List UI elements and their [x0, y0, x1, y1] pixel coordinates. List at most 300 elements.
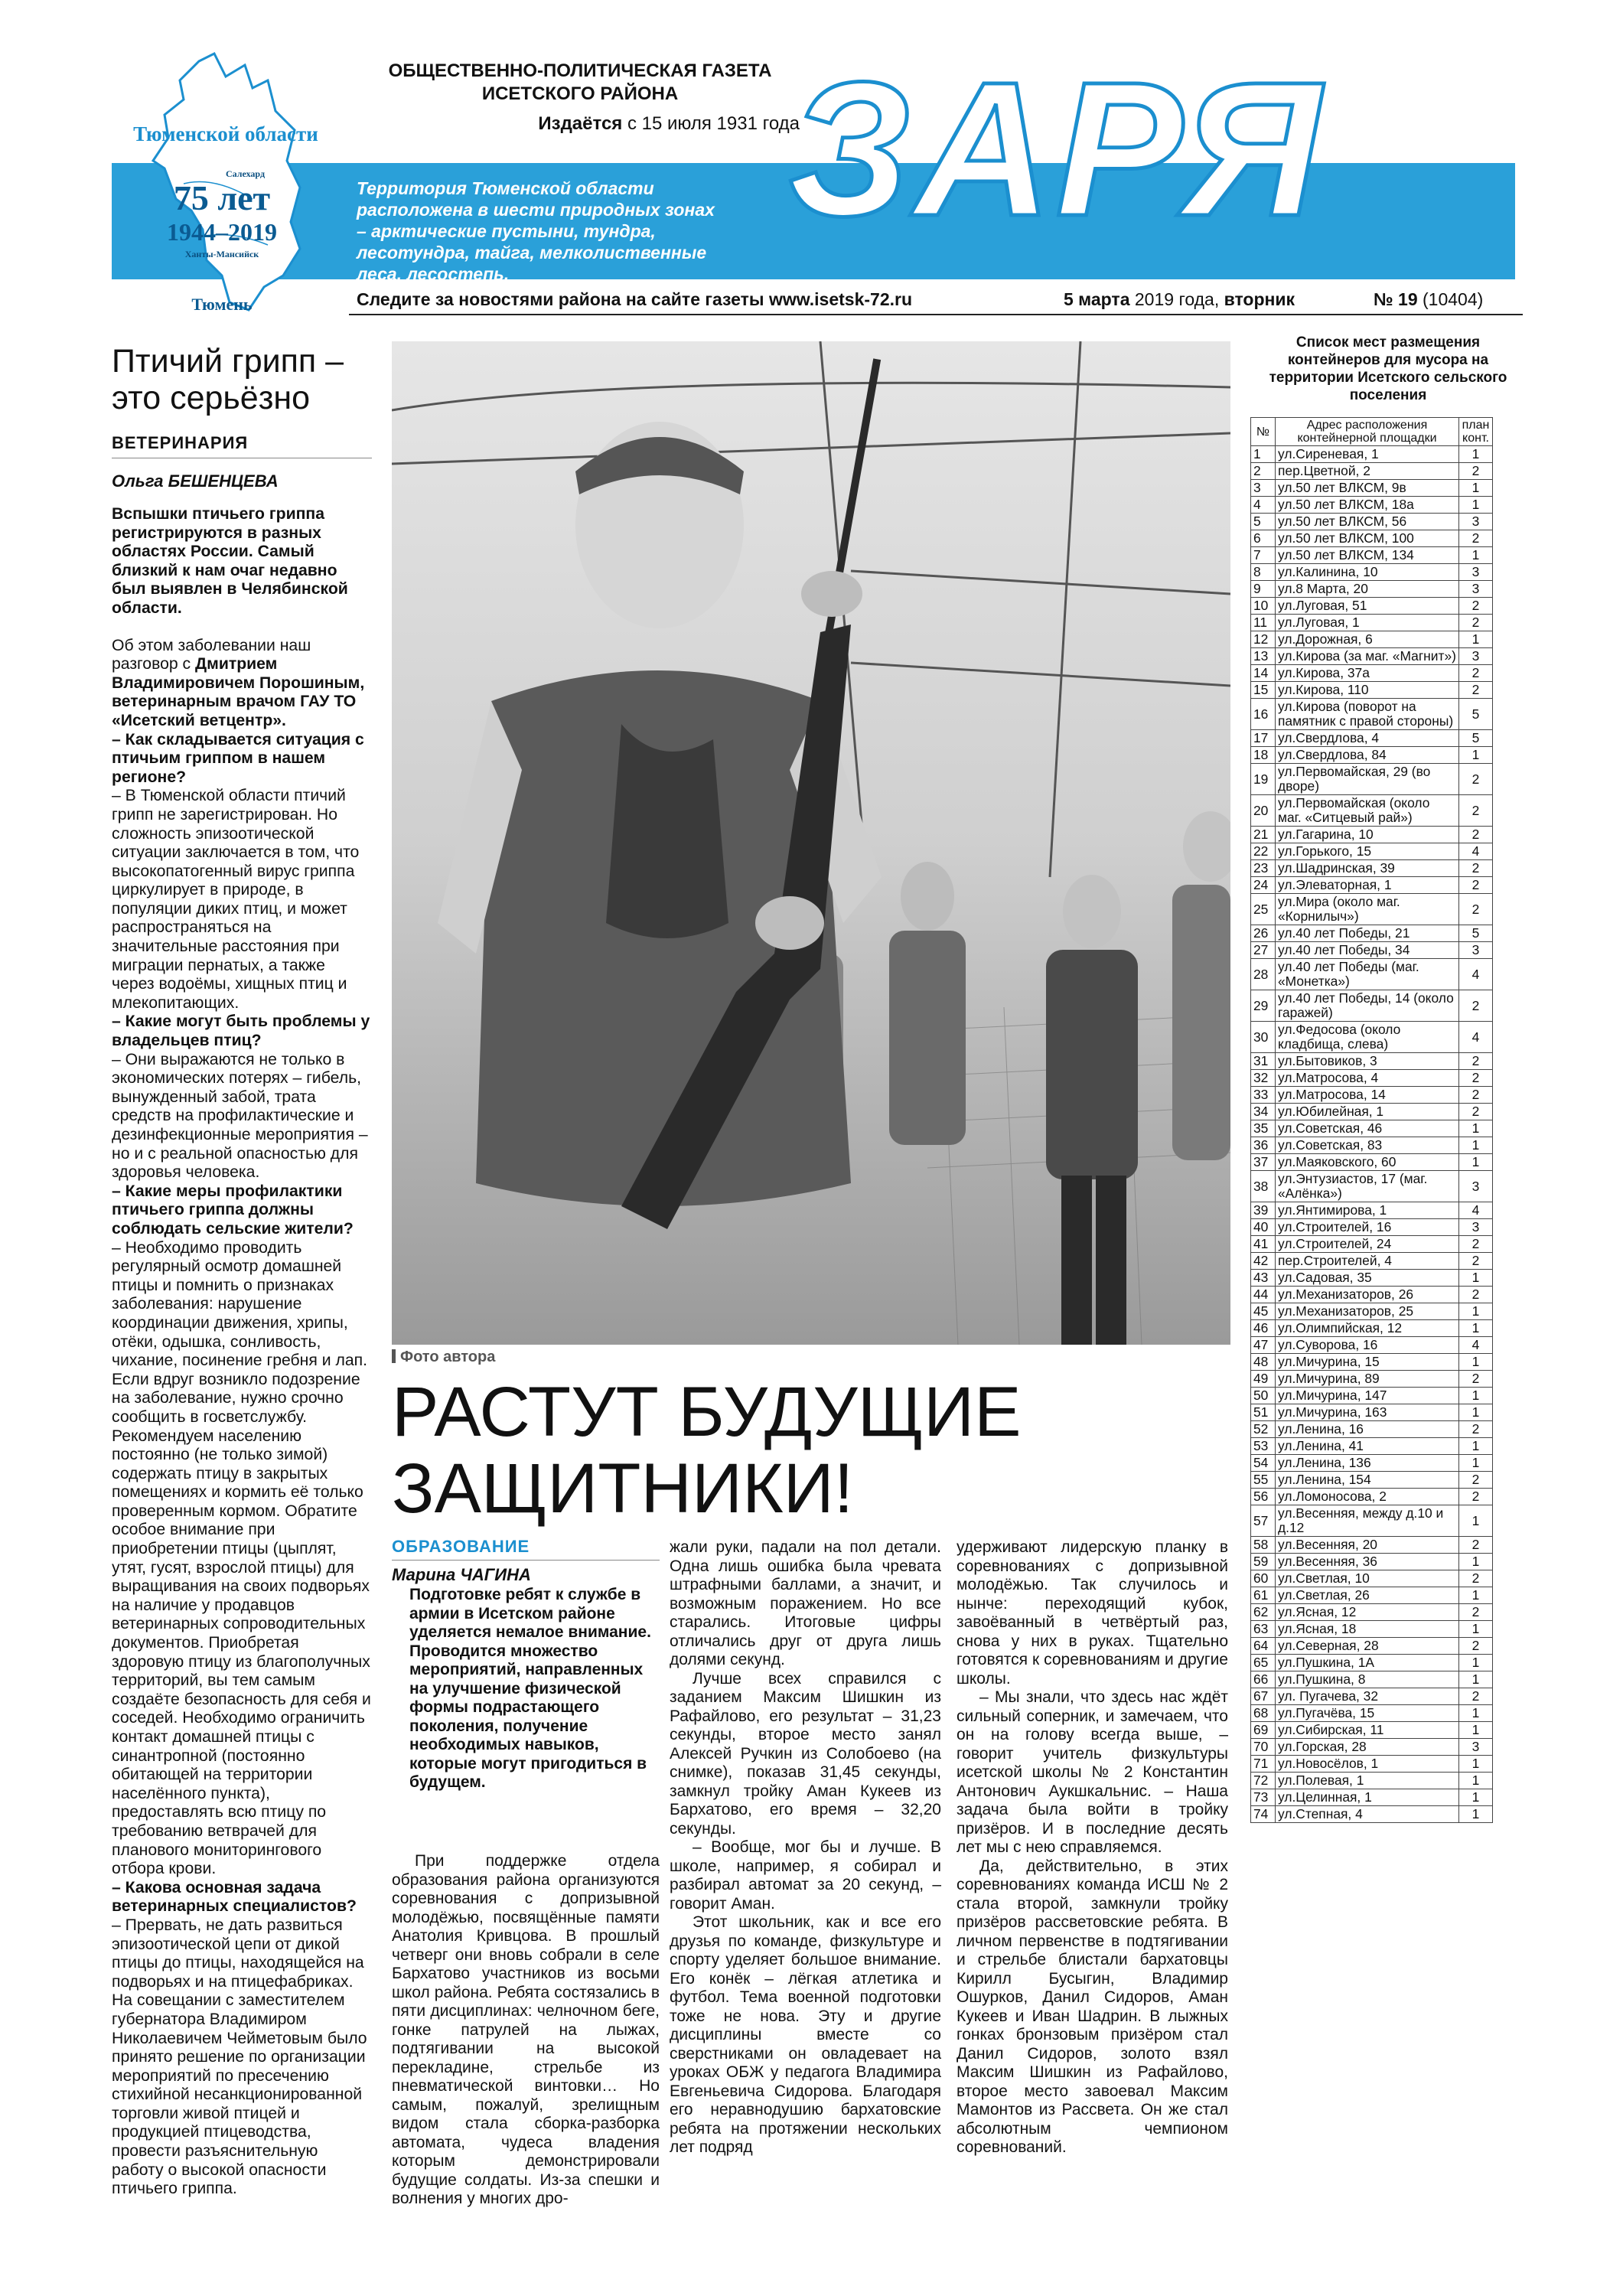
table-row	[1251, 665, 1493, 682]
row-plan: 1	[1459, 1320, 1493, 1337]
row-number: 55	[1251, 1472, 1276, 1489]
left-article-body	[112, 505, 372, 2199]
row-plan: 4	[1459, 959, 1493, 990]
left-article-lead: Вспышки птичьего гриппа регистрируются в разных областях России. Самый близкий к нам очаг недавно был выявлен в Челябинской области.	[112, 505, 348, 617]
row-plan: 2	[1459, 1104, 1493, 1120]
table-row	[1251, 1388, 1493, 1404]
row-address: ул.Светлая, 26	[1276, 1587, 1459, 1604]
row-number: 1	[1251, 446, 1276, 463]
table-row	[1251, 497, 1493, 514]
row-number: 16	[1251, 699, 1276, 730]
row-number: 56	[1251, 1489, 1276, 1505]
row-plan: 5	[1459, 925, 1493, 942]
row-address: ул.Бытовиков, 3	[1276, 1053, 1459, 1070]
row-plan: 2	[1459, 1688, 1493, 1705]
row-plan: 1	[1459, 1655, 1493, 1671]
question-3: – Какие меры профилактики птичьего гриппа должны соблюдать сельские жители?	[112, 1182, 354, 1238]
credit-bar-icon	[392, 1349, 396, 1363]
row-address: ул.40 лет Победы, 14 (около гаражей)	[1276, 990, 1459, 1022]
row-address: ул.50 лет ВЛКСМ, 56	[1276, 514, 1459, 530]
row-plan: 1	[1459, 497, 1493, 514]
row-number: 13	[1251, 648, 1276, 665]
row-address: ул.Механизаторов, 25	[1276, 1303, 1459, 1320]
row-address: ул.Сиреневая, 1	[1276, 446, 1459, 463]
table-row	[1251, 1120, 1493, 1137]
row-address: ул. Пугачева, 32	[1276, 1688, 1459, 1705]
main-article-title	[392, 1374, 1234, 1527]
main-article-col-3	[957, 1538, 1228, 2157]
row-address: пер.Цветной, 2	[1276, 463, 1459, 480]
row-number: 43	[1251, 1270, 1276, 1287]
table-row	[1251, 581, 1493, 598]
row-number: 4	[1251, 497, 1276, 514]
row-number: 53	[1251, 1438, 1276, 1455]
table-row	[1251, 1604, 1493, 1621]
table-row	[1251, 1489, 1493, 1505]
row-plan: 2	[1459, 1053, 1493, 1070]
logo-region: Тюменской области	[133, 122, 318, 145]
row-address: ул.50 лет ВЛКСМ, 134	[1276, 547, 1459, 564]
table-row	[1251, 860, 1493, 877]
row-address: ул.Первомайская, 29 (во дворе)	[1276, 764, 1459, 795]
row-number: 61	[1251, 1587, 1276, 1604]
row-address: ул.Ленина, 16	[1276, 1421, 1459, 1438]
row-address: ул.Кирова, 37а	[1276, 665, 1459, 682]
row-address: ул.Свердлова, 4	[1276, 730, 1459, 747]
row-plan: 2	[1459, 530, 1493, 547]
row-plan: 2	[1459, 877, 1493, 894]
row-plan: 1	[1459, 1587, 1493, 1604]
row-address: ул.40 лет Победы, 21	[1276, 925, 1459, 942]
left-article-author: Ольга БЕШЕНЦЕВА	[112, 471, 279, 491]
row-address: ул.Строителей, 24	[1276, 1236, 1459, 1253]
row-number: 41	[1251, 1236, 1276, 1253]
row-address: ул.Кирова (за маг. «Магнит»)	[1276, 648, 1459, 665]
row-plan: 2	[1459, 1638, 1493, 1655]
row-number: 47	[1251, 1337, 1276, 1354]
table-row	[1251, 1739, 1493, 1756]
row-plan: 2	[1459, 990, 1493, 1022]
row-number: 23	[1251, 860, 1276, 877]
row-plan: 2	[1459, 463, 1493, 480]
masthead-rule	[349, 314, 1523, 315]
row-address: ул.Пушкина, 1А	[1276, 1655, 1459, 1671]
main-article-lead: Подготовке ребят к службе в армии в Исетском районе уделяется немалое внимание. Проводится множество мероприятий, направленных на улучшение физической формы подрастающего поколения, получение необходимых навыков, которые могут пригодиться в будущем.	[409, 1586, 651, 1791]
left-article-rubric: ВЕТЕРИНАРИЯ	[112, 433, 372, 458]
row-number: 67	[1251, 1688, 1276, 1705]
main-article-col-1	[392, 1852, 660, 2209]
date-line	[1064, 289, 1339, 310]
table-row	[1251, 615, 1493, 631]
row-address: ул.Полевая, 1	[1276, 1773, 1459, 1789]
row-address: ул.Гагарина, 10	[1276, 827, 1459, 843]
row-number: 26	[1251, 925, 1276, 942]
row-number: 57	[1251, 1505, 1276, 1537]
row-number: 72	[1251, 1773, 1276, 1789]
row-address: ул.Степная, 4	[1276, 1806, 1459, 1823]
answer-4: – Прервать, не дать развиться эпизоотической цепи от дикой птицы до птицы, находящейся на подворьях и на птицефабриках. На совещании с заместителем губернатора Владимиром Николаевичем Чейметовым было принято решение по организации мероприятий по пресечению стихийной несанкционированной торговли живой птицей и продукцией птицеводства, провести разъяснительную работу о высокой опасности птичьего гриппа.	[112, 1916, 367, 2198]
logo-city-salekhard: Салехард	[226, 168, 266, 179]
row-address: ул.Механизаторов, 26	[1276, 1287, 1459, 1303]
site-link[interactable]: www.isetsk-72.ru	[768, 289, 913, 309]
row-plan: 2	[1459, 1253, 1493, 1270]
issue-number-line	[1374, 289, 1527, 310]
table-row	[1251, 530, 1493, 547]
row-number: 52	[1251, 1421, 1276, 1438]
row-plan: 2	[1459, 1421, 1493, 1438]
row-address: ул.Дорожная, 6	[1276, 631, 1459, 648]
row-number: 30	[1251, 1022, 1276, 1053]
issue-weekday: вторник	[1224, 289, 1295, 309]
row-address: ул.Матросова, 4	[1276, 1070, 1459, 1087]
row-plan: 3	[1459, 1219, 1493, 1236]
row-number: 44	[1251, 1287, 1276, 1303]
row-plan: 3	[1459, 1171, 1493, 1202]
founded-label: Издаётся	[538, 113, 623, 134]
row-number: 9	[1251, 581, 1276, 598]
row-plan: 1	[1459, 1154, 1493, 1171]
main-article-col-2	[670, 1538, 941, 2157]
table-row	[1251, 1287, 1493, 1303]
row-address: ул.Ломоносова, 2	[1276, 1489, 1459, 1505]
row-address: ул.Пугачёва, 15	[1276, 1705, 1459, 1722]
question-4: – Какова основная задача ветеринарных специалистов?	[112, 1878, 357, 1916]
row-address: ул.Луговая, 1	[1276, 615, 1459, 631]
table-header-row	[1251, 418, 1493, 446]
row-plan: 1	[1459, 1722, 1493, 1739]
row-number: 34	[1251, 1104, 1276, 1120]
issue-date: 5 марта	[1064, 289, 1130, 309]
row-plan: 1	[1459, 1438, 1493, 1455]
row-plan: 2	[1459, 682, 1493, 699]
row-number: 17	[1251, 730, 1276, 747]
left-article-intro	[112, 637, 372, 731]
site-text: Следите за новостями района на сайте газеты	[357, 289, 769, 309]
row-number: 54	[1251, 1455, 1276, 1472]
table-row	[1251, 1570, 1493, 1587]
row-number: 32	[1251, 1070, 1276, 1087]
row-plan: 3	[1459, 581, 1493, 598]
row-plan: 2	[1459, 1287, 1493, 1303]
table-row	[1251, 1371, 1493, 1388]
row-plan: 2	[1459, 1604, 1493, 1621]
row-plan: 2	[1459, 598, 1493, 615]
table-row	[1251, 1219, 1493, 1236]
row-number: 49	[1251, 1371, 1276, 1388]
row-address: ул.Советская, 46	[1276, 1120, 1459, 1137]
row-number: 14	[1251, 665, 1276, 682]
row-number: 45	[1251, 1303, 1276, 1320]
row-address: ул.Луговая, 51	[1276, 598, 1459, 615]
table-row	[1251, 1337, 1493, 1354]
row-address: ул.50 лет ВЛКСМ, 9в	[1276, 480, 1459, 497]
intro-bold: Дмитрием Владимировичем Порошиным, ветеринарным врачом ГАУ ТО «Исетский ветцентр».	[112, 655, 365, 729]
row-number: 22	[1251, 843, 1276, 860]
row-address: ул.40 лет Победы (маг. «Монетка»)	[1276, 959, 1459, 990]
left-title-line-1: Птичий грипп –	[112, 343, 344, 380]
row-plan: 1	[1459, 1554, 1493, 1570]
founded-date: с 15 июля 1931 года	[622, 113, 800, 134]
table-row	[1251, 1137, 1493, 1154]
col3-paragraph-3: Да, действительно, в этих соревнованиях команда ИСШ № 2 стала второй, замкнули тройку призёров рассветовские ребята. В личном первенстве в подтягивании и стрельбе блистали бархатовцы Кирилл Бусыгин, Владимир Ошурков, Данил Сидоров, Аман Кукеев и Иван Шадрин. В лыжных гонках бронзовым призёром стал Данил Сидоров, золото взял Максим Шишкин из Рафайлово, второе место завоевал Максим Мамонтов из Рассвета. Он же стал абсолютным чемпионом соревнований.	[957, 1857, 1228, 2156]
row-address: ул.50 лет ВЛКСМ, 18а	[1276, 497, 1459, 514]
table-row	[1251, 764, 1493, 795]
row-plan: 2	[1459, 860, 1493, 877]
row-number: 11	[1251, 615, 1276, 631]
col2-paragraph-4: Этот школьник, как и все его друзья по команде, физкультуре и спорту уделяет большое внимание. Его конёк – лёгкая атлетика и футбол. Тема военной подготовки тоже не нова. Эту и другие дисциплины вместе со сверстниками он овладевает на уроках ОБЖ у педагога Владимира Евгеньевича Сидорова. Благодаря его неравнодушию бархатовские ребята на протяжении нескольких лет подряд	[670, 1913, 941, 2156]
row-plan: 1	[1459, 547, 1493, 564]
row-address: ул.Пушкина, 8	[1276, 1671, 1459, 1688]
row-plan: 2	[1459, 1570, 1493, 1587]
row-plan: 3	[1459, 648, 1493, 665]
answer-1: – В Тюменской области птичий грипп не зарегистрирован. Но сложность эпизоотической ситуации заключается в том, что высокопатогенный вирус гриппа циркулирует в природе, в популяции диких птиц, и может распространяться на значительные расстояния при миграции пернатых, а также через водоёмы, хищных птиц и млекопитающих.	[112, 787, 360, 1012]
row-number: 7	[1251, 547, 1276, 564]
row-plan: 1	[1459, 1303, 1493, 1320]
row-address: ул.40 лет Победы, 34	[1276, 942, 1459, 959]
left-title-line-2: это серьёзно	[112, 380, 311, 416]
table-row	[1251, 1688, 1493, 1705]
table-row	[1251, 648, 1493, 665]
cadet-assembling-rifle-image	[392, 341, 1230, 1345]
row-number: 29	[1251, 990, 1276, 1022]
row-plan: 1	[1459, 1806, 1493, 1823]
row-number: 70	[1251, 1739, 1276, 1756]
table-row	[1251, 795, 1493, 827]
container-table-wrap	[1250, 417, 1527, 1823]
row-number: 12	[1251, 631, 1276, 648]
table-row	[1251, 843, 1493, 860]
row-number: 5	[1251, 514, 1276, 530]
table-row	[1251, 699, 1493, 730]
table-row	[1251, 1421, 1493, 1438]
table-row	[1251, 1053, 1493, 1070]
col3-paragraph-1: удерживают лидерскую планку в соревнованиях с допризывной молодёжью. Так случилось и нынче: переходящий кубок, завоёванный в четвёртый раз, снова у них в руках. Тщательно готовятся к соревнованиям и другие школы.	[957, 1538, 1228, 1688]
row-number: 65	[1251, 1655, 1276, 1671]
table-row	[1251, 1270, 1493, 1287]
row-address: ул.Ясная, 12	[1276, 1604, 1459, 1621]
header-plan: план конт.	[1459, 418, 1493, 446]
logo-span: 1944–2019	[167, 218, 277, 246]
row-plan: 2	[1459, 1371, 1493, 1388]
row-plan: 2	[1459, 1537, 1493, 1554]
row-plan: 2	[1459, 1472, 1493, 1489]
row-plan: 5	[1459, 699, 1493, 730]
table-row	[1251, 446, 1493, 463]
table-row	[1251, 827, 1493, 843]
row-address: ул.Целинная, 1	[1276, 1789, 1459, 1806]
row-number: 21	[1251, 827, 1276, 843]
col2-paragraph-2: Лучше всех справился с заданием Максим Шишкин из Рафайлово, его результат – 31,23 секунды, второе место занял Алексей Ручкин из Солобоево (на снимке), показав 31,45 секунды, замкнул тройку Аман Кукеев из Бархатово, его время – 32,20 секунды.	[670, 1669, 941, 1838]
table-row	[1251, 1554, 1493, 1570]
row-plan: 2	[1459, 1489, 1493, 1505]
row-address: ул.Свердлова, 84	[1276, 747, 1459, 764]
row-plan: 1	[1459, 480, 1493, 497]
table-row	[1251, 730, 1493, 747]
founded-line	[417, 113, 800, 135]
row-address: ул.Первомайская (около маг. «Ситцевый рай»)	[1276, 795, 1459, 827]
row-address: ул.8 Марта, 20	[1276, 581, 1459, 598]
row-address: ул.Олимпийская, 12	[1276, 1320, 1459, 1337]
row-plan: 2	[1459, 1070, 1493, 1087]
issue-total-number: (10404)	[1417, 289, 1484, 309]
row-plan: 2	[1459, 764, 1493, 795]
table-row	[1251, 631, 1493, 648]
table-row	[1251, 747, 1493, 764]
row-address: ул.Мичурина, 147	[1276, 1388, 1459, 1404]
main-article-rubric: ОБРАЗОВАНИЕ	[392, 1537, 660, 1561]
table-row	[1251, 1505, 1493, 1537]
table-row	[1251, 1354, 1493, 1371]
row-number: 73	[1251, 1789, 1276, 1806]
newspaper-title: ЗАРЯ	[788, 42, 1324, 256]
col2-paragraph-1: жали руки, падали на пол детали. Одна лишь ошибка была чревата штрафными баллами, а значит, и возможным поражением. Но все старались. Итоговые цифры отличались друг от друга лишь долями секунд.	[670, 1538, 941, 1668]
photo-credit-text: Фото автора	[400, 1349, 496, 1365]
row-address: ул.Кирова, 110	[1276, 682, 1459, 699]
row-address: ул.Садовая, 35	[1276, 1270, 1459, 1287]
masthead-subtitle	[366, 60, 794, 106]
row-plan: 2	[1459, 795, 1493, 827]
row-address: ул.Весенняя, 20	[1276, 1537, 1459, 1554]
row-address: ул.Суворова, 16	[1276, 1337, 1459, 1354]
row-plan: 4	[1459, 1202, 1493, 1219]
row-number: 69	[1251, 1722, 1276, 1739]
main-photo	[392, 341, 1230, 1345]
col3-paragraph-2: – Мы знали, что здесь нас ждёт сильный соперник, и замечаем, что он на голову всегда выше, – говорит учитель физкультуры исетской школы № 2 Константин Антонович Аукшкальнис. – Наша задача была войти в тройку призёров. И в последние десять лет мы с нею справляемся.	[957, 1688, 1228, 1856]
row-plan: 1	[1459, 1621, 1493, 1638]
question-2: – Какие могут быть проблемы у владельцев птиц?	[112, 1013, 370, 1050]
row-address: ул.Горская, 28	[1276, 1739, 1459, 1756]
row-number: 59	[1251, 1554, 1276, 1570]
row-number: 46	[1251, 1320, 1276, 1337]
table-row	[1251, 598, 1493, 615]
row-address: ул.Федосова (около кладбища, слева)	[1276, 1022, 1459, 1053]
row-address: ул.Новосёлов, 1	[1276, 1756, 1459, 1773]
main-article-author: Марина ЧАГИНА	[392, 1565, 531, 1584]
row-number: 74	[1251, 1806, 1276, 1823]
table-row	[1251, 877, 1493, 894]
row-number: 71	[1251, 1756, 1276, 1773]
table-row	[1251, 1722, 1493, 1739]
table-row	[1251, 514, 1493, 530]
table-row	[1251, 1320, 1493, 1337]
row-number: 19	[1251, 764, 1276, 795]
table-row	[1251, 942, 1493, 959]
table-row	[1251, 480, 1493, 497]
row-number: 27	[1251, 942, 1276, 959]
subtitle-line-2: ИСЕТСКОГО РАЙОНА	[481, 83, 679, 104]
row-plan: 4	[1459, 1337, 1493, 1354]
row-address: ул.Весенняя, между д.10 и д.12	[1276, 1505, 1459, 1537]
table-row	[1251, 925, 1493, 942]
table-row	[1251, 682, 1493, 699]
container-table	[1250, 417, 1493, 1823]
table-row	[1251, 1638, 1493, 1655]
answer-3: – Необходимо проводить регулярный осмотр домашней птицы и помнить о признаках заболевания: нарушение координации движения, хрипы, отёки, одышка, сонливость, чихание, посинение гребня и лап. Если вдруг возникло подозрение на заболевание, нужно срочно сообщить в госветслужбу. Рекомендуем населению постоянно (не только зимой) содержать птицу в закрытых помещениях и кормить её только проверенным кормом. Обратите особое внимание при приобретении птицы (цыплят, утят, гусят, взрослой птицы) для выращивания на своих подворьях на наличие у продавцов ветеринарных сопроводительных документов. Приобретая здоровую птицу из благополучных территорий, вы тем самым создаёте безопасность для себя и соседей. Необходимо ограничить контакт домашней птицы с синантропной (постоянно обитающей на территории населённого пункта), предоставлять всю птицу по требованию ветврачей для планового мониторингового отбора крови.	[112, 1238, 371, 1878]
row-number: 6	[1251, 530, 1276, 547]
row-number: 66	[1251, 1671, 1276, 1688]
table-row	[1251, 1070, 1493, 1087]
subtitle-line-1: ОБЩЕСТВЕННО-ПОЛИТИЧЕСКАЯ ГАЗЕТА	[388, 60, 772, 81]
row-number: 36	[1251, 1137, 1276, 1154]
table-row	[1251, 1087, 1493, 1104]
table-row	[1251, 1303, 1493, 1320]
photo-credit	[392, 1349, 495, 1366]
table-row	[1251, 959, 1493, 990]
row-plan: 4	[1459, 1022, 1493, 1053]
table-row	[1251, 1655, 1493, 1671]
row-address: ул.Юбилейная, 1	[1276, 1104, 1459, 1120]
table-row	[1251, 1621, 1493, 1638]
row-number: 20	[1251, 795, 1276, 827]
table-row	[1251, 1705, 1493, 1722]
row-number: 15	[1251, 682, 1276, 699]
table-row	[1251, 1438, 1493, 1455]
table-row	[1251, 1154, 1493, 1171]
row-address: ул.Строителей, 16	[1276, 1219, 1459, 1236]
table-row	[1251, 1671, 1493, 1688]
region-teaser: Территория Тюменской области расположена в шести природных зонах – арктические пустыни, тундра, лесотундра, тайга, мелколиственные леса, лесостепь.	[357, 178, 715, 284]
row-plan: 1	[1459, 1671, 1493, 1688]
table-row	[1251, 564, 1493, 581]
table-row	[1251, 1104, 1493, 1120]
container-list-title: Список мест размещения контейнеров для мусора на территории Исетского сельского поселения	[1269, 334, 1507, 403]
row-plan: 3	[1459, 1739, 1493, 1756]
row-number: 48	[1251, 1354, 1276, 1371]
row-address: ул.Ленина, 154	[1276, 1472, 1459, 1489]
table-row	[1251, 1236, 1493, 1253]
row-address: ул.Мира (около маг. «Корнилыч»)	[1276, 894, 1459, 925]
row-number: 18	[1251, 747, 1276, 764]
col2-paragraph-3: – Вообще, мог бы и лучше. В школе, например, я собирал и разбирал автомат за 20 секунд, – говорит Аман.	[670, 1838, 941, 1913]
row-address: ул.Ленина, 136	[1276, 1455, 1459, 1472]
row-plan: 1	[1459, 1773, 1493, 1789]
row-plan: 1	[1459, 1404, 1493, 1421]
row-address: ул.Горького, 15	[1276, 843, 1459, 860]
table-row	[1251, 1404, 1493, 1421]
table-row	[1251, 1756, 1493, 1773]
row-plan: 1	[1459, 631, 1493, 648]
row-number: 33	[1251, 1087, 1276, 1104]
row-plan: 1	[1459, 1756, 1493, 1773]
row-plan: 1	[1459, 1705, 1493, 1722]
answer-2: – Они выражаются не только в экономических потерях – гибель, вынужденный забой, трата средств на профилактические и дезинфекционные мероприятия – но и с реальной опасностью для здоровья человека.	[112, 1050, 368, 1182]
row-address: ул.Ленина, 41	[1276, 1438, 1459, 1455]
row-address: ул.Сибирская, 11	[1276, 1722, 1459, 1739]
intro-plain: Об этом заболевании наш разговор с	[112, 636, 311, 673]
table-row	[1251, 1773, 1493, 1789]
row-address: ул.Маяковского, 60	[1276, 1154, 1459, 1171]
row-address: ул.Янтимирова, 1	[1276, 1202, 1459, 1219]
row-number: 35	[1251, 1120, 1276, 1137]
table-row	[1251, 1806, 1493, 1823]
row-plan: 4	[1459, 843, 1493, 860]
row-plan: 1	[1459, 1388, 1493, 1404]
left-article-title	[112, 343, 372, 416]
row-number: 31	[1251, 1053, 1276, 1070]
table-row	[1251, 1455, 1493, 1472]
row-number: 51	[1251, 1404, 1276, 1421]
row-number: 8	[1251, 564, 1276, 581]
table-row	[1251, 1171, 1493, 1202]
table-row	[1251, 1202, 1493, 1219]
row-plan: 1	[1459, 1354, 1493, 1371]
logo-city-tyumen: Тюмень	[191, 295, 253, 314]
row-number: 24	[1251, 877, 1276, 894]
row-plan: 1	[1459, 1505, 1493, 1537]
row-plan: 3	[1459, 564, 1493, 581]
table-row	[1251, 463, 1493, 480]
row-plan: 3	[1459, 942, 1493, 959]
